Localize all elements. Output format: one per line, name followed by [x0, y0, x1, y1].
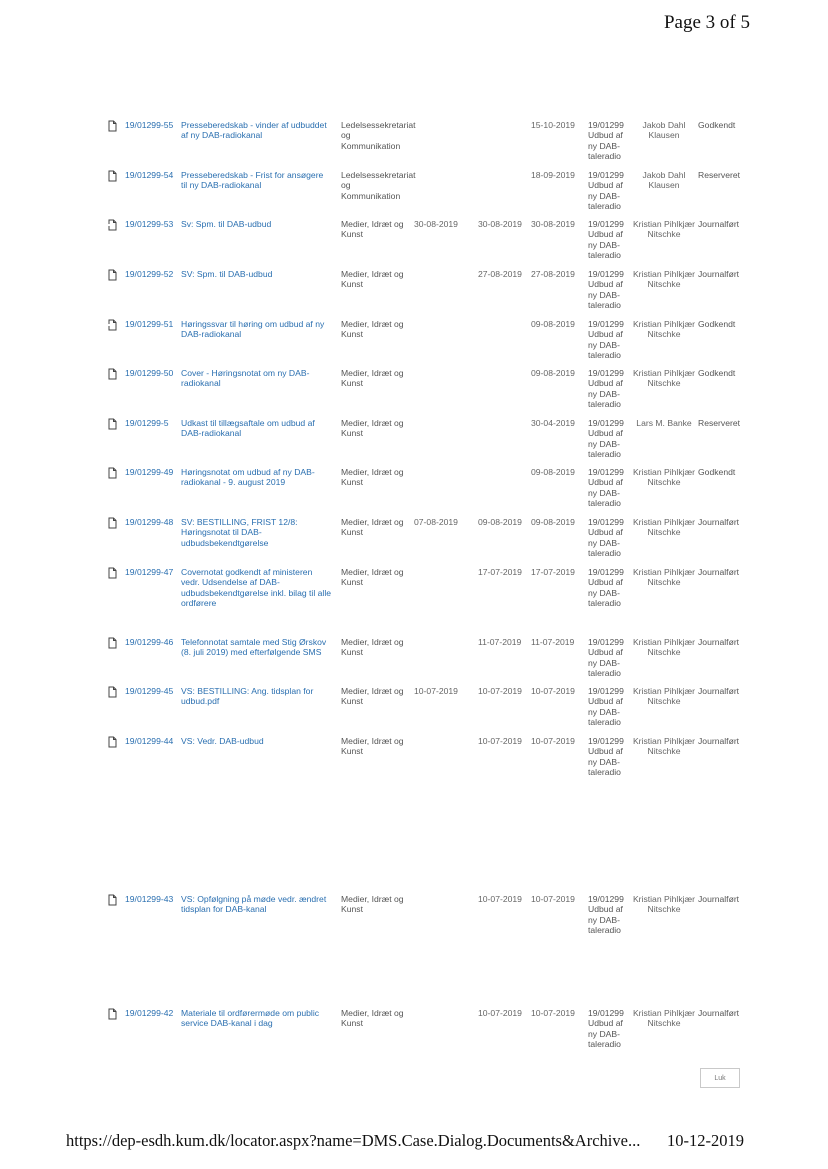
document-date-3: 27-08-2019: [531, 269, 575, 279]
document-id[interactable]: 19/01299-54: [125, 170, 174, 180]
document-title[interactable]: VS: Vedr. DAB-udbud: [181, 736, 264, 746]
document-title[interactable]: VS: Opfølgning på møde vedr. ændret tidsplan for DAB-kanal: [181, 894, 327, 915]
document-in-icon: [108, 219, 117, 231]
document-title[interactable]: Covernotat godkendt af ministeren vedr. Udsendelse af DAB-udbudsbekendtgørelse inkl. bilag til alle ordførere: [181, 567, 332, 609]
document-title[interactable]: Telefonnotat samtale med Stig Ørskov (8. juli 2019) med efterfølgende SMS: [181, 637, 327, 658]
document-case: 19/01299 Udbud af ny DAB-taleradio: [588, 418, 624, 460]
document-status: Godkendt: [698, 368, 736, 378]
document-person: Kristian Pihlkjær Nitschke: [632, 736, 696, 757]
document-case: 19/01299 Udbud af ny DAB-taleradio: [588, 219, 624, 261]
document-icon: [108, 567, 117, 579]
document-unit: Medier, Idræt og Kunst: [341, 686, 404, 707]
document-person: Jakob Dahl Klausen: [642, 170, 686, 191]
document-status: Reserveret: [698, 170, 741, 180]
document-icon: [108, 686, 117, 698]
document-date-3: 10-07-2019: [531, 1008, 575, 1018]
document-case: 19/01299 Udbud af ny DAB-taleradio: [588, 467, 624, 509]
document-person: Kristian Pihlkjær Nitschke: [632, 1008, 696, 1029]
document-date-3: 30-08-2019: [531, 219, 575, 229]
close-button[interactable]: Luk: [700, 1068, 740, 1088]
document-status: Journalført: [698, 736, 740, 746]
document-unit: Medier, Idræt og Kunst: [341, 894, 404, 915]
document-in-icon: [108, 319, 117, 331]
document-person: Kristian Pihlkjær Nitschke: [632, 567, 696, 588]
document-date-1: 30-08-2019: [414, 219, 458, 229]
document-case: 19/01299 Udbud af ny DAB-taleradio: [588, 368, 624, 410]
document-case: 19/01299 Udbud af ny DAB-taleradio: [588, 567, 624, 609]
document-icon: [108, 467, 117, 479]
document-person: Kristian Pihlkjær Nitschke: [632, 319, 696, 340]
document-icon: [108, 269, 117, 281]
document-status: Journalført: [698, 567, 740, 577]
document-icon: [108, 120, 117, 132]
document-id[interactable]: 19/01299-47: [125, 567, 174, 577]
document-id[interactable]: 19/01299-50: [125, 368, 174, 378]
document-person: Kristian Pihlkjær Nitschke: [632, 368, 696, 389]
document-unit: Medier, Idræt og Kunst: [341, 467, 404, 488]
document-title[interactable]: Høringsnotat om udbud af ny DAB-radiokanal - 9. august 2019: [181, 467, 315, 488]
footer-date: 10-12-2019: [667, 1131, 744, 1150]
document-unit: Medier, Idræt og Kunst: [341, 368, 404, 389]
document-date-2: 10-07-2019: [478, 1008, 522, 1018]
document-case: 19/01299 Udbud af ny DAB-taleradio: [588, 736, 624, 778]
document-unit: Medier, Idræt og Kunst: [341, 1008, 404, 1029]
document-person: Kristian Pihlkjær Nitschke: [632, 219, 696, 240]
document-status: Journalført: [698, 686, 740, 696]
document-unit: Medier, Idræt og Kunst: [341, 567, 404, 588]
document-date-2: 30-08-2019: [478, 219, 522, 229]
document-person: Kristian Pihlkjær Nitschke: [632, 467, 696, 488]
document-date-3: 09-08-2019: [531, 467, 575, 477]
document-date-2: 27-08-2019: [478, 269, 522, 279]
document-icon: [108, 517, 117, 529]
document-unit: Medier, Idræt og Kunst: [341, 219, 404, 240]
document-date-3: 10-07-2019: [531, 736, 575, 746]
document-unit: Medier, Idræt og Kunst: [341, 269, 404, 290]
document-date-3: 09-08-2019: [531, 319, 575, 329]
document-status: Journalført: [698, 269, 740, 279]
document-unit: Medier, Idræt og Kunst: [341, 736, 404, 757]
document-unit: Medier, Idræt og Kunst: [341, 418, 404, 439]
document-unit: Medier, Idræt og Kunst: [341, 319, 404, 340]
document-person: Kristian Pihlkjær Nitschke: [632, 517, 696, 538]
document-case: 19/01299 Udbud af ny DAB-taleradio: [588, 120, 624, 162]
document-case: 19/01299 Udbud af ny DAB-taleradio: [588, 319, 624, 361]
document-icon: [108, 368, 117, 380]
document-title[interactable]: Presseberedskab - vinder af udbuddet af ny DAB-radiokanal: [181, 120, 327, 141]
document-status: Godkendt: [698, 319, 736, 329]
document-date-3: 09-08-2019: [531, 517, 575, 527]
document-person: Kristian Pihlkjær Nitschke: [632, 686, 696, 707]
document-date-3: 18-09-2019: [531, 170, 575, 180]
document-person: Kristian Pihlkjær Nitschke: [632, 269, 696, 290]
document-title[interactable]: SV: BESTILLING, FRIST 12/8: Høringsnotat til DAB-udbudsbekendtgørelse: [181, 517, 298, 548]
document-date-3: 10-07-2019: [531, 894, 575, 904]
document-title[interactable]: Høringssvar til høring om udbud af ny DAB-radiokanal: [181, 319, 325, 340]
document-date-3: 11-07-2019: [531, 637, 575, 647]
footer-url: https://dep-esdh.kum.dk/locator.aspx?name=DMS.Case.Dialog.Documents&Archive...: [66, 1131, 641, 1150]
document-title[interactable]: SV: Spm. til DAB-udbud: [181, 269, 273, 279]
document-date-3: 30-04-2019: [531, 418, 575, 428]
document-case: 19/01299 Udbud af ny DAB-taleradio: [588, 894, 624, 936]
document-id[interactable]: 19/01299-45: [125, 686, 174, 696]
document-date-3: 09-08-2019: [531, 368, 575, 378]
document-icon: [108, 894, 117, 906]
document-status: Journalført: [698, 894, 740, 904]
document-case: 19/01299 Udbud af ny DAB-taleradio: [588, 517, 624, 559]
document-id[interactable]: 19/01299-52: [125, 269, 174, 279]
document-status: Godkendt: [698, 467, 736, 477]
document-case: 19/01299 Udbud af ny DAB-taleradio: [588, 686, 624, 728]
document-person: Kristian Pihlkjær Nitschke: [632, 637, 696, 658]
document-date-3: 17-07-2019: [531, 567, 575, 577]
document-id[interactable]: 19/01299-48: [125, 517, 174, 527]
document-date-2: 10-07-2019: [478, 894, 522, 904]
document-id[interactable]: 19/01299-5: [125, 418, 169, 428]
document-date-3: 10-07-2019: [531, 686, 575, 696]
document-title[interactable]: Presseberedskab - Frist for ansøgere til ny DAB-radiokanal: [181, 170, 324, 191]
document-status: Journalført: [698, 637, 740, 647]
document-status: Reserveret: [698, 418, 741, 428]
document-status: Journalført: [698, 517, 740, 527]
document-id[interactable]: 19/01299-46: [125, 637, 174, 647]
document-date-2: 10-07-2019: [478, 736, 522, 746]
document-icon: [108, 736, 117, 748]
document-date-3: 15-10-2019: [531, 120, 575, 130]
document-date-1: 07-08-2019: [414, 517, 458, 527]
document-case: 19/01299 Udbud af ny DAB-taleradio: [588, 1008, 624, 1050]
document-date-2: 10-07-2019: [478, 686, 522, 696]
document-person: Kristian Pihlkjær Nitschke: [632, 894, 696, 915]
document-title[interactable]: Materiale til ordførermøde om public service DAB-kanal i dag: [181, 1008, 320, 1029]
document-icon: [108, 1008, 117, 1020]
document-id[interactable]: 19/01299-55: [125, 120, 174, 130]
document-date-1: 10-07-2019: [414, 686, 458, 696]
document-case: 19/01299 Udbud af ny DAB-taleradio: [588, 170, 624, 212]
document-id[interactable]: 19/01299-49: [125, 467, 174, 477]
document-date-2: 11-07-2019: [478, 637, 522, 647]
document-unit: Medier, Idræt og Kunst: [341, 517, 404, 538]
document-unit: Ledelsessekretariat og Kommunikation: [341, 120, 416, 151]
document-unit: Ledelsessekretariat og Kommunikation: [341, 170, 416, 201]
document-case: 19/01299 Udbud af ny DAB-taleradio: [588, 269, 624, 311]
document-status: Journalført: [698, 1008, 740, 1018]
document-person: Jakob Dahl Klausen: [642, 120, 686, 141]
document-title[interactable]: Sv: Spm. til DAB-udbud: [181, 219, 272, 229]
document-person: Lars M. Banke: [636, 418, 692, 428]
document-date-2: 17-07-2019: [478, 567, 522, 577]
document-title[interactable]: Cover - Høringsnotat om ny DAB-radiokanal: [181, 368, 310, 389]
document-icon: [108, 170, 117, 182]
document-status: Godkendt: [698, 120, 736, 130]
document-icon: [108, 418, 117, 430]
document-status: Journalført: [698, 219, 740, 229]
page-title: Page 3 of 5: [663, 12, 750, 33]
document-id[interactable]: 19/01299-44: [125, 736, 174, 746]
document-title[interactable]: Udkast til tillægsaftale om udbud af DAB-radiokanal: [181, 418, 315, 439]
document-date-2: 09-08-2019: [478, 517, 522, 527]
document-unit: Medier, Idræt og Kunst: [341, 637, 404, 658]
document-id[interactable]: 19/01299-43: [125, 894, 174, 904]
document-icon: [108, 637, 117, 649]
document-id[interactable]: 19/01299-42: [125, 1008, 174, 1018]
document-id[interactable]: 19/01299-53: [125, 219, 174, 229]
document-title[interactable]: VS: BESTILLING: Ang. tidsplan for udbud.pdf: [181, 686, 314, 707]
document-id[interactable]: 19/01299-51: [125, 319, 174, 329]
document-case: 19/01299 Udbud af ny DAB-taleradio: [588, 637, 624, 679]
